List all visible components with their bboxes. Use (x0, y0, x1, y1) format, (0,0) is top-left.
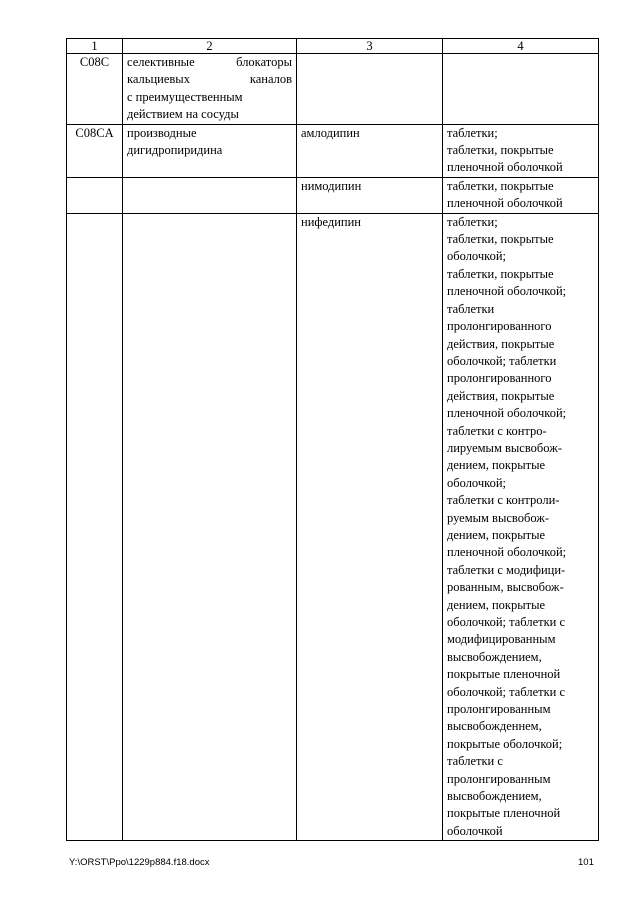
dosage-form-line: таблетки, покрытые (447, 266, 554, 281)
dosage-form-line: дением, покрытые (447, 458, 546, 473)
dosage-form-line: таблетки; (447, 125, 498, 140)
dosage-form-line: таблетки (447, 301, 495, 316)
group-name-cell (123, 177, 297, 213)
drug-name-cell: нифедипин (297, 213, 443, 841)
drug-name-cell: амлодипин (297, 124, 443, 177)
atc-code-cell (67, 213, 123, 841)
group-name-line: с преимущественным (127, 89, 243, 104)
drug-name-cell (297, 54, 443, 125)
dosage-form-line: руемым высвобож- (447, 510, 550, 525)
table-row (67, 177, 599, 213)
dosage-form-line: пленочной оболочкой; (447, 545, 567, 560)
dosage-form-line: таблетки с контро- (447, 423, 547, 438)
column-header: 2 (123, 39, 297, 54)
dosage-form-line: модифицированным (447, 632, 556, 647)
dosage-form-line: лируемым высвобож- (447, 440, 563, 455)
medication-table (66, 38, 599, 841)
group-name-line: кальциевых каналов (127, 72, 292, 87)
dosage-form-line: пленочной оболочкой; (447, 406, 567, 421)
dosage-forms-cell (443, 124, 599, 177)
dosage-form-line: оболочкой; таблетки (447, 353, 557, 368)
dosage-form-line: высвобождением, (447, 649, 542, 664)
header-row (67, 39, 599, 54)
dosage-form-line: действия, покрытые (447, 388, 555, 403)
atc-code-cell (67, 177, 123, 213)
group-name-line: производные (127, 125, 197, 140)
group-name-line: дигидропиридина (127, 143, 223, 158)
dosage-form-line: оболочкой; (447, 249, 506, 264)
dosage-form-line: высвобожденнем, (447, 719, 542, 734)
dosage-form-line: таблетки, покрытые (447, 232, 554, 247)
dosage-form-line: оболочкой; таблетки с (447, 615, 566, 629)
dosage-form-line: оболочкой (447, 823, 503, 838)
dosage-form-line: пролонгированным (447, 702, 551, 717)
group-name-line: селективные блокаторы (127, 55, 292, 69)
dosage-form-line: таблетки с (447, 754, 503, 769)
dosage-form-line: действия, покрытые (447, 336, 555, 351)
dosage-form-line: пролонгированного (447, 371, 552, 386)
dosage-form-line: оболочкой; таблетки с (447, 684, 566, 699)
dosage-form-line: пленочной оболочкой; (447, 284, 567, 299)
column-header: 4 (443, 39, 599, 54)
dosage-form-line: пленочной оболочкой (447, 196, 563, 211)
dosage-form-line: таблетки с контроли- (447, 493, 560, 508)
dosage-form-line: дением, покрытые (447, 527, 546, 542)
dosage-form-line: рованным, высвобож- (447, 580, 564, 595)
dosage-form-line: оболочкой; (447, 475, 506, 490)
column-header: 1 (67, 39, 123, 54)
dosage-form-line: покрытые оболочкой; (447, 736, 563, 751)
dosage-forms-cell (443, 213, 599, 841)
group-name-cell (123, 124, 297, 177)
column-header: 3 (297, 39, 443, 54)
dosage-form-line: пролонгированным (447, 771, 551, 786)
group-name-line: действием на сосуды (127, 107, 239, 122)
table-row (67, 213, 599, 841)
footer-page-number: 101 (578, 857, 594, 868)
dosage-form-line: таблетки, покрытые (447, 178, 554, 193)
dosage-form-line: таблетки, покрытые (447, 143, 554, 158)
dosage-form-line: покрытые пленочной (447, 667, 561, 682)
dosage-form-line: высвобождением, (447, 789, 542, 804)
dosage-forms-cell (443, 177, 599, 213)
drug-name-cell: нимодипин (297, 177, 443, 213)
table-row (67, 124, 599, 177)
dosage-form-line: пленочной оболочкой (447, 160, 563, 175)
group-name-cell (123, 54, 297, 125)
table-row (67, 54, 599, 125)
dosage-form-line: таблетки; (447, 214, 498, 229)
footer-file-path: Y:\ORST\Ppo\1229p884.f18.docx (69, 857, 210, 868)
dosage-form-line: покрытые пленочной (447, 806, 561, 821)
atc-code-cell: C08CA (67, 124, 123, 177)
dosage-form-line: таблетки с модифици- (447, 562, 566, 577)
group-name-cell (123, 213, 297, 841)
dosage-form-line: дением, покрытые (447, 597, 546, 612)
atc-code-cell: C08C (67, 54, 123, 125)
dosage-form-line: пролонгированного (447, 319, 552, 334)
dosage-forms-cell (443, 54, 599, 125)
